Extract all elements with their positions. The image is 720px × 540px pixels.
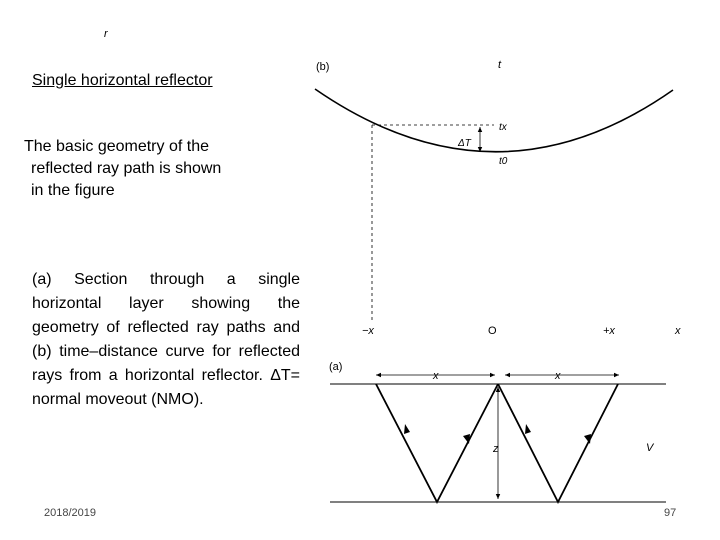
neg-x-label: −x xyxy=(362,325,374,337)
slide-title: Single horizontal reflector xyxy=(32,72,213,89)
reflection-figure xyxy=(300,40,710,520)
offset-right-label: x xyxy=(555,370,561,382)
intro-line-1: The basic geometry of the xyxy=(24,138,209,155)
page-number: 97 xyxy=(664,507,677,519)
intro-line-2: reflected ray path is shown xyxy=(31,160,222,177)
panel-a-label: (a) xyxy=(329,361,343,373)
stray-mark: r xyxy=(104,28,108,40)
origin-label: O xyxy=(488,325,497,337)
intro-line-3: in the figure xyxy=(31,182,115,199)
reflection-hyperbola xyxy=(315,89,673,152)
tx-label: tx xyxy=(499,122,507,133)
panel-b-label: (b) xyxy=(316,61,330,73)
velocity-label: V xyxy=(646,442,654,454)
ray-down-arrow xyxy=(525,424,531,434)
pos-x-label: +x xyxy=(603,325,615,337)
footer-date: 2018/2019 xyxy=(44,507,96,519)
x-axis-end-label: x xyxy=(675,325,681,337)
intro-text xyxy=(24,136,274,202)
figure-caption: (a) Section through a single horizontal layer showing the geometry of reflected ray paths and (b) time–distance curve for reflected rays from a horizontal reflector. ΔT= normal moveout (NMO). xyxy=(32,271,300,408)
delta-t-label: ΔT xyxy=(458,138,471,149)
ray-up-arrow xyxy=(463,434,470,444)
panel-a xyxy=(329,361,666,502)
panel-b xyxy=(315,59,681,337)
ray-path-right xyxy=(498,384,618,502)
offset-left-label: x xyxy=(433,370,439,382)
ray-down-arrow xyxy=(404,424,410,434)
depth-label: z xyxy=(493,443,499,455)
t0-label: t0 xyxy=(499,156,508,167)
t-axis-label: t xyxy=(498,59,502,71)
ray-path-left xyxy=(376,384,498,502)
